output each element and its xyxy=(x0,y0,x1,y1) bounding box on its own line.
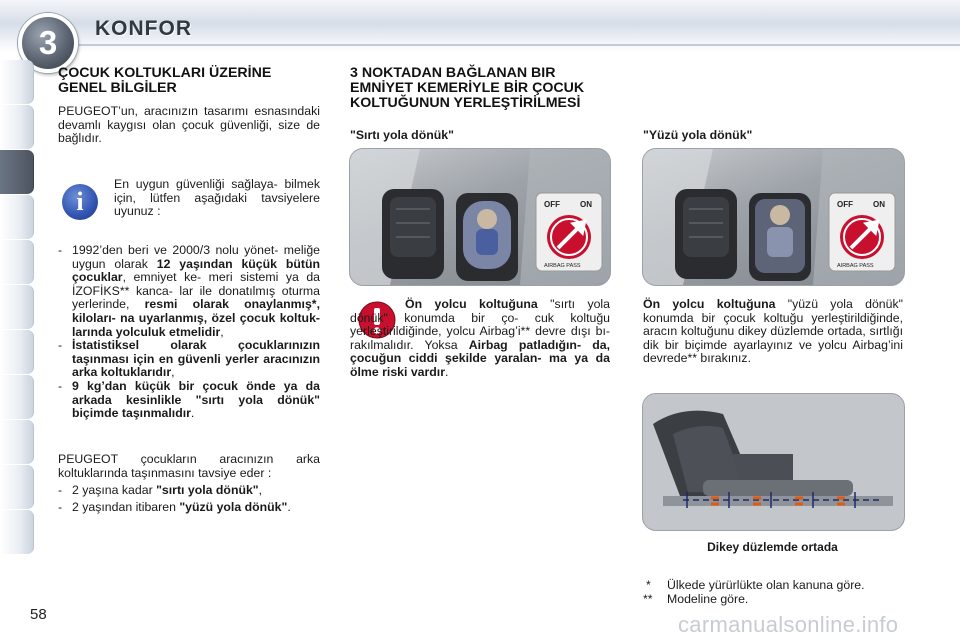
chapter-tab[interactable] xyxy=(0,420,34,464)
info-note: En uygun güvenliği sağlaya- bilmek için, lütfen aşağıdaki tavsiyelere uyunuz : xyxy=(114,177,320,219)
chapter-tabs xyxy=(0,60,34,555)
airbag-pass-label: AIRBAG PASS xyxy=(837,263,874,269)
section-title-child-seats: ÇOCUK KOLTUKLARI ÜZERİNE GENEL BİLGİLER xyxy=(58,65,272,96)
page-number: 58 xyxy=(30,606,47,623)
age-list xyxy=(58,484,320,514)
seat-position-caption: Dikey düzlemde ortada xyxy=(707,540,838,554)
subtitle-rear-facing: "Sırtı yola dönük" xyxy=(350,128,454,142)
seat-position-photo xyxy=(642,393,905,531)
airbag-pass-label: AIRBAG PASS xyxy=(544,263,581,269)
chapter-tab[interactable] xyxy=(0,195,34,239)
list-item: - İstatistiksel olarak çocuklarınızın taşınması için en güvenli yerler aracınızın arka koltuklarıdır, xyxy=(58,338,320,380)
chapter-tab[interactable] xyxy=(0,240,34,284)
rear-facing-seat-photo xyxy=(349,148,611,286)
off-label: OFF xyxy=(544,200,560,209)
list-item: - 2 yaşına kadar "sırtı yola dönük", xyxy=(58,483,263,497)
forward-facing-seat-illustration xyxy=(643,149,904,285)
footnote-item: * Ülkede yürürlükte olan kanuna göre. xyxy=(646,578,865,592)
recommend-paragraph: PEUGEOT çocukların aracınızın arka koltuklarında taşınmasını tavsiye eder : xyxy=(58,452,320,480)
chapter-tab[interactable] xyxy=(0,285,34,329)
chapter-tab[interactable] xyxy=(0,465,34,509)
watermark: carmanualsonline.info xyxy=(678,612,899,637)
intro-paragraph: PEUGEOT’un, aracınızın tasarımı esnasındaki devamlı kaygısı olan çocuk güvenliği, size de bağlıdır. xyxy=(58,104,320,146)
info-icon: i xyxy=(62,184,98,220)
off-label: OFF xyxy=(837,200,853,209)
chapter-number-badge: 3 xyxy=(18,13,78,73)
on-label: ON xyxy=(580,200,592,209)
chapter-tab-active[interactable] xyxy=(0,150,34,194)
footnotes xyxy=(643,579,903,606)
forward-facing-text: Ön yolcu koltuğuna "yüzü yola dönük" konumda bir çocuk koltuğu yerleştirildiğinde, aracın koltuğunu dikey düzlemde ortada, sırtlığı dik bir biçimde ayarlayınız ve yolcu Airbag’ini devrede** bırakınız. xyxy=(643,297,903,366)
list-item: - 2 yaşından itibaren "yüzü yola dönük". xyxy=(58,499,291,514)
seat-rail-illustration xyxy=(643,394,904,530)
chapter-tab[interactable] xyxy=(0,60,34,104)
rear-facing-warning: Ön yolcu koltuğuna "sırtı yola dönük" konumda bir ço- cuk koltuğu yerleştirildiğinde, yolcu Airbag’i** devre dışı bı- rakılmalıdır. Yoksa Airbag patladığın- da, çocuğun ciddi şekilde yaralan- ma ya da ölme riski vardır. xyxy=(350,297,610,379)
footnote-item: ** Modeline göre. xyxy=(643,591,749,606)
forward-facing-seat-photo xyxy=(642,148,905,286)
subtitle-forward-facing: "Yüzü yola dönük" xyxy=(643,128,753,142)
section-title-3-point-belt: 3 NOKTADAN BAĞLANAN BIR EMNİYET KEMERİYLE BİR ÇOCUK KOLTUĞUNUN YERLEŞTİRİLMESİ xyxy=(350,65,585,111)
chapter-tab[interactable] xyxy=(0,375,34,419)
header-rule xyxy=(60,44,960,46)
chapter-tab[interactable] xyxy=(0,330,34,374)
list-item: - 9 kg’dan küçük bir çocuk önde ya da arkada kesinlikle "sırtı yola dönük" biçimde taşınmalıdır. xyxy=(58,378,320,421)
recommendation-list xyxy=(58,244,320,421)
chapter-tab[interactable] xyxy=(0,510,34,554)
chapter-tab[interactable] xyxy=(0,105,34,149)
rear-facing-seat-illustration xyxy=(350,149,610,285)
list-item: - 1992’den beri ve 2000/3 nolu yönet- meliğe uygun olarak 12 yaşından küçük bütün çocuklar, emniyet ke- meri sistemi ya da İZOFİKS** kanca- lar ile donatılmış oturma yerlerinde, resmi olarak onaylanmış*, kiloları- na uyarlanmış, özel çocuk koltuk- larında yolculuk etmelidir, xyxy=(58,243,320,339)
chapter-title: KONFOR xyxy=(95,17,192,40)
on-label: ON xyxy=(873,200,885,209)
